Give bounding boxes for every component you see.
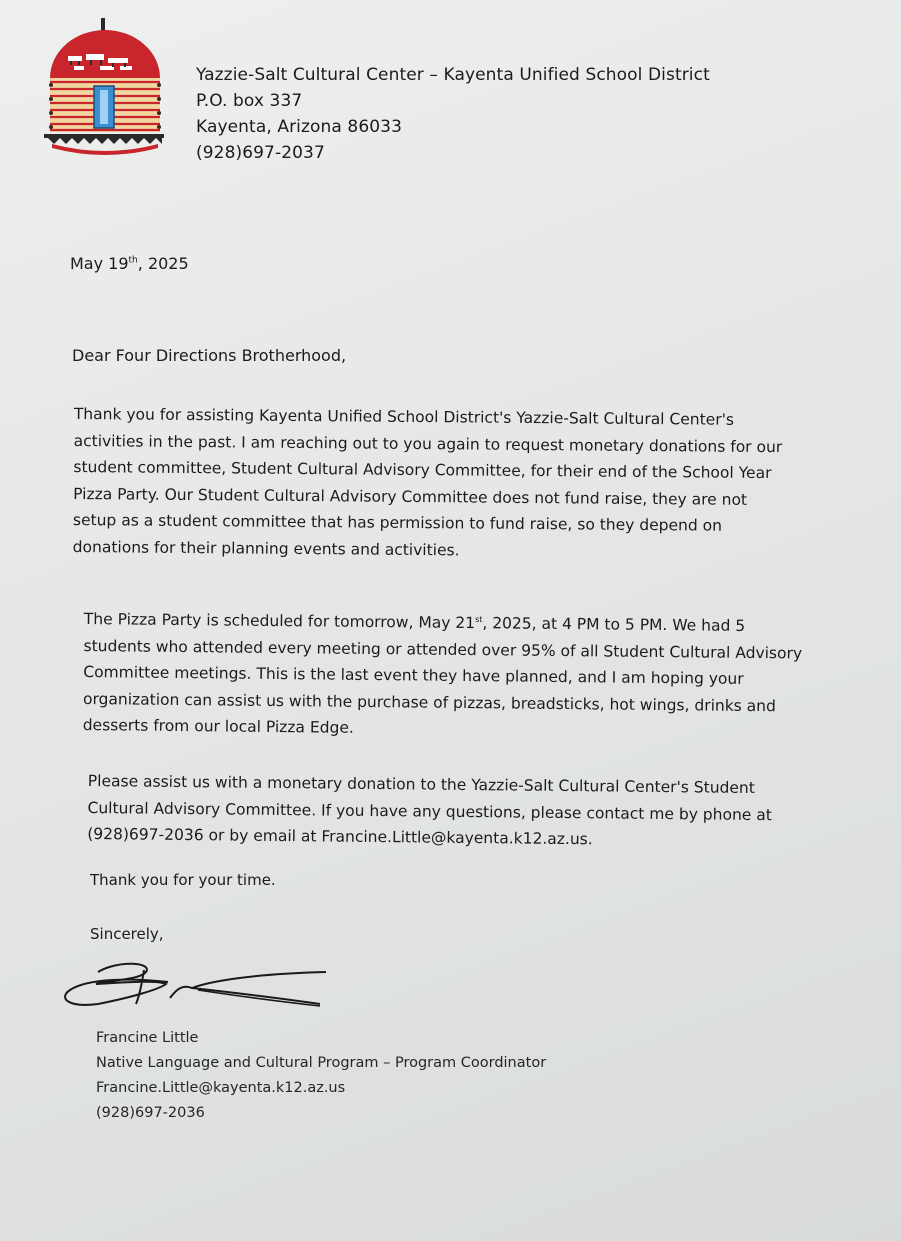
signer-phone: (928)697-2036 (96, 1105, 205, 1121)
paragraph-line: student committee, Student Cultural Advisory Committee, for their end of the School Year (73, 457, 772, 483)
paragraph-line: The Pizza Party is scheduled for tomorrow, May 21st, 2025, at 4 PM to 5 PM. We had 5 (83, 609, 746, 635)
letterhead-phone: (928)697-2037 (196, 143, 325, 163)
sign-off: Sincerely, (90, 925, 164, 943)
signature-block (96, 1026, 546, 1126)
paragraph-line: Thank you for assisting Kayenta Unified School District's Yazzie-Salt Cultural Center's (73, 404, 735, 429)
closing-line: Thank you for your time. (90, 871, 276, 889)
paragraph-line: Committee meetings. This is the last event they have planned, and I am hoping your (83, 662, 744, 688)
letter-date: May 19th, 2025 (70, 254, 189, 273)
paragraph-line: activities in the past. I am reaching out to you again to request monetary donations for our (73, 431, 783, 456)
cultural-center-logo-icon (40, 16, 170, 156)
address-line-2: Kayenta, Arizona 86033 (196, 117, 402, 137)
paragraph-line: setup as a student committee that has permission to fund raise, so they depend on (72, 510, 723, 535)
salutation: Dear Four Directions Brotherhood, (72, 346, 347, 365)
paragraph-line: Pizza Party. Our Student Cultural Advisory Committee does not fund raise, they are not (73, 484, 748, 509)
letterhead (196, 62, 710, 166)
paragraph-line: students who attended every meeting or attended over 95% of all Student Cultural Advisory (83, 636, 803, 663)
paragraph-line: organization can assist us with the purchase of pizzas, breadsticks, hot wings, drinks and (82, 689, 776, 715)
organization-name: Yazzie-Salt Cultural Center – Kayenta Unified School District (196, 65, 710, 85)
paragraph-request (73, 401, 783, 566)
paragraph-contact (87, 768, 772, 855)
paragraph-line: desserts from our local Pizza Edge. (82, 715, 354, 737)
signer-email: Francine.Little@kayenta.k12.az.us (96, 1080, 346, 1096)
paragraph-line: (928)697-2036 or by email at Francine.Little@kayenta.k12.az.us. (87, 824, 593, 849)
paragraph-event-details (83, 606, 803, 746)
paragraph-line: Please assist us with a monetary donation to the Yazzie-Salt Cultural Center's Student (87, 771, 755, 797)
address-line-1: P.O. box 337 (196, 91, 303, 111)
paragraph-line: donations for their planning events and activities. (72, 537, 460, 559)
handwritten-signature (58, 958, 338, 1020)
paragraph-line: Cultural Advisory Committee. If you have any questions, please contact me by phone at (87, 798, 772, 824)
signer-title: Native Language and Cultural Program – Program Coordinator (96, 1055, 547, 1071)
signer-name: Francine Little (96, 1030, 199, 1046)
